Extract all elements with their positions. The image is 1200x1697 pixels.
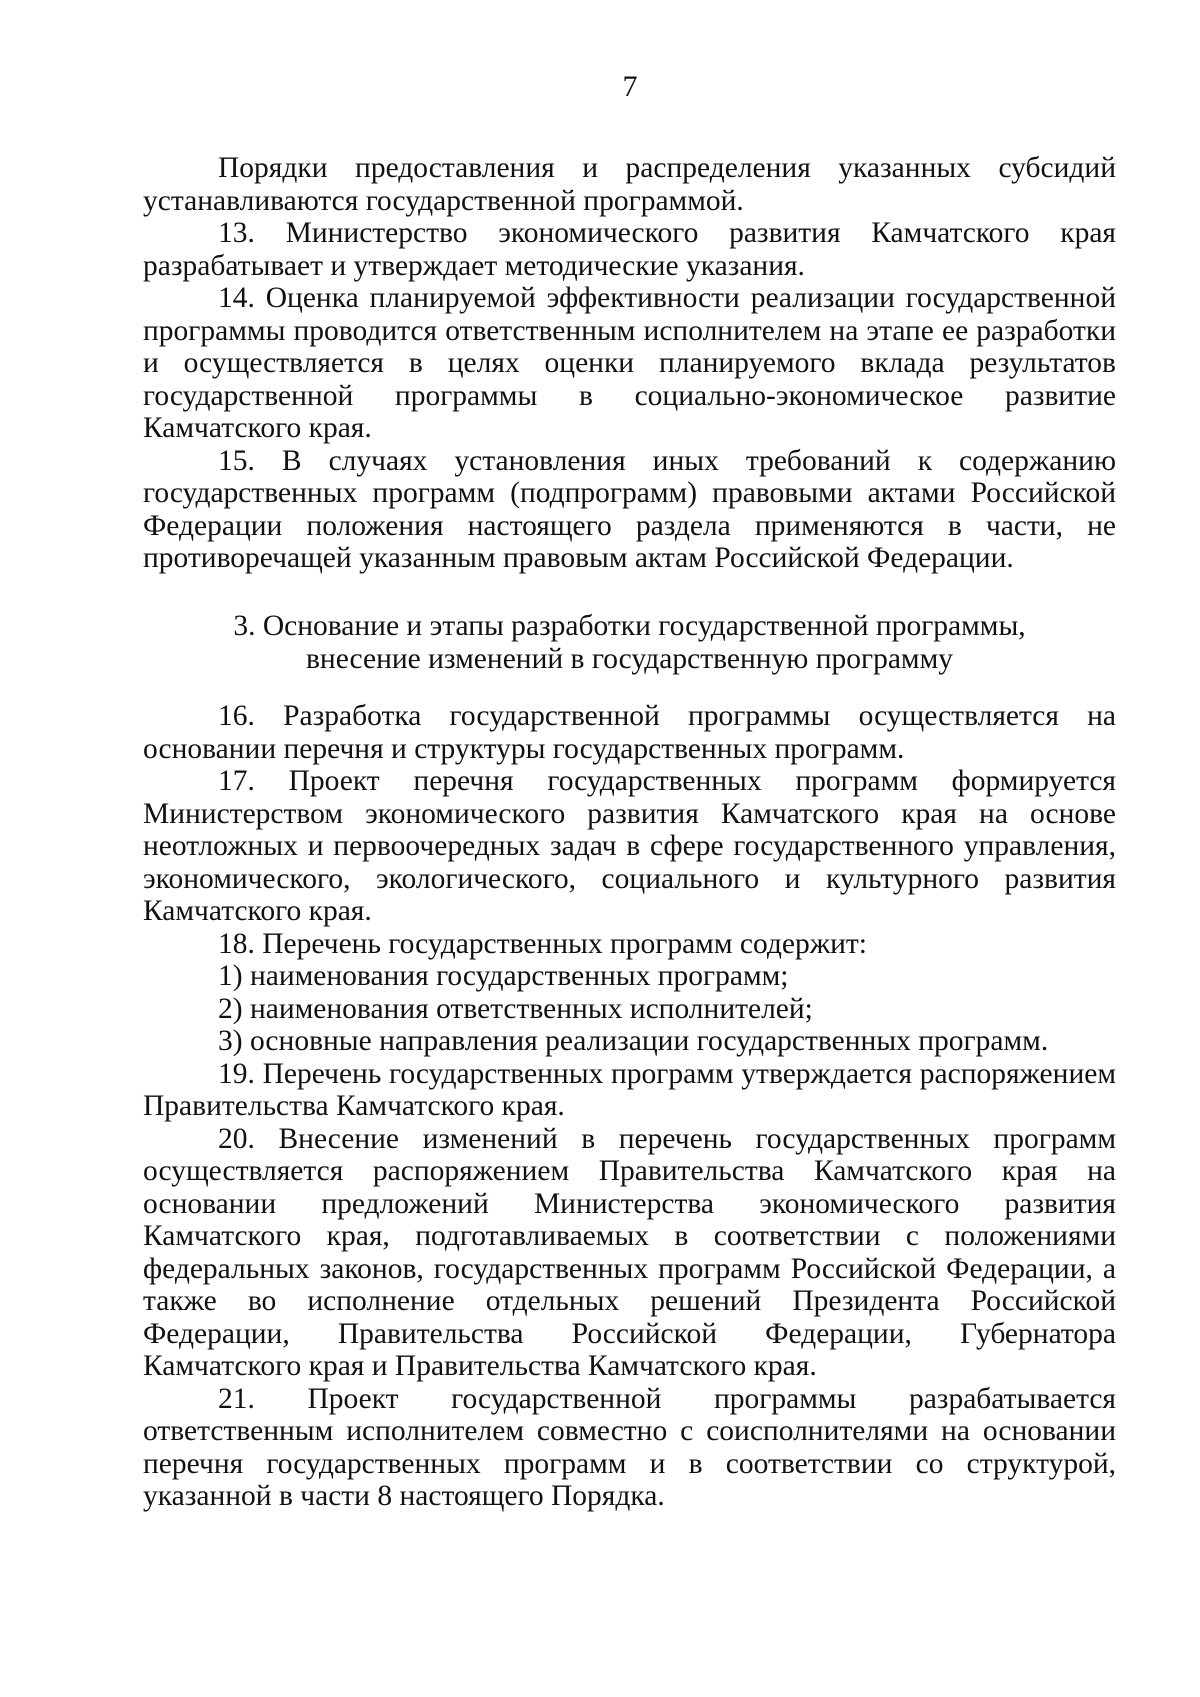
- section-3-heading: [143, 610, 1116, 675]
- paragraph-17: 17. Проект перечня государственных программ формируется Министерством экономического развития Камчатского края на основе неотложных и первоочередных задач в сфере государственного управления, экономического, экологического, социального и культурного развития Камчатского края.: [143, 765, 1116, 927]
- paragraph-13: 13. Министерство экономического развития Камчатского края разрабатывает и утверждает методические указания.: [143, 217, 1116, 282]
- text-block-section-3: [143, 700, 1116, 1513]
- paragraph-20: 20. Внесение изменений в перечень государственных программ осуществляется распоряжением Правительства Камчатского края на основании предложений Министерства экономического развития Камчатского края, подготавливаемых в соответствии с положениями федеральных законов, государственных программ Российской Федерации, а также во исполнение отдельных решений Президента Российской Федерации, Правительства Российской Федерации, Губернатора Камчатского края и Правительства Камчатского края.: [143, 1122, 1116, 1382]
- section-heading: [143, 610, 1116, 675]
- paragraph-subsidies-order: Порядки предоставления и распределения указанных субсидий устанавливаются государственной программой.: [143, 152, 1116, 217]
- paragraph-16: 16. Разработка государственной программы осуществляется на основании перечня и структуры государственных программ.: [143, 700, 1116, 765]
- section-heading-line-1: 3. Основание и этапы разработки государственной программы,: [233, 610, 1026, 642]
- paragraph-21: 21. Проект государственной программы разрабатывается ответственным исполнителем совместно с соисполнителями на основании перечня государственных программ и в соответствии со структурой, указанной в части 8 настоящего Порядка.: [143, 1382, 1116, 1512]
- section-heading-line-2: внесение изменений в государственную программу: [305, 642, 954, 675]
- list-item-18-2: 2) наименования ответственных исполнителей;: [218, 992, 813, 1025]
- paragraph-14: 14. Оценка планируемой эффективности реализации государственной программы проводится ответственным исполнителем на этапе ее разработки и осуществляется в целях оценки планируемого вклада результатов государственной программы в социально-экономическое развитие Камчатского края.: [143, 282, 1116, 444]
- paragraph-15: 15. В случаях установления иных требований к содержанию государственных программ (подпрограмм) правовыми актами Российской Федерации положения настоящего раздела применяются в части, не противоречащей указанным правовым актам Российской Федерации.: [143, 444, 1116, 574]
- text-block-intro: [143, 152, 1116, 575]
- list-item-18-3: 3) основные направления реализации государственных программ.: [218, 1025, 1049, 1057]
- list-item-18-1: 1) наименования государственных программ;: [218, 960, 789, 992]
- paragraph-18: 18. Перечень государственных программ содержит:: [218, 927, 867, 960]
- paragraph-19: 19. Перечень государственных программ утверждается распоряжением Правительства Камчатского края.: [143, 1057, 1116, 1122]
- page-number: 7: [622, 70, 638, 103]
